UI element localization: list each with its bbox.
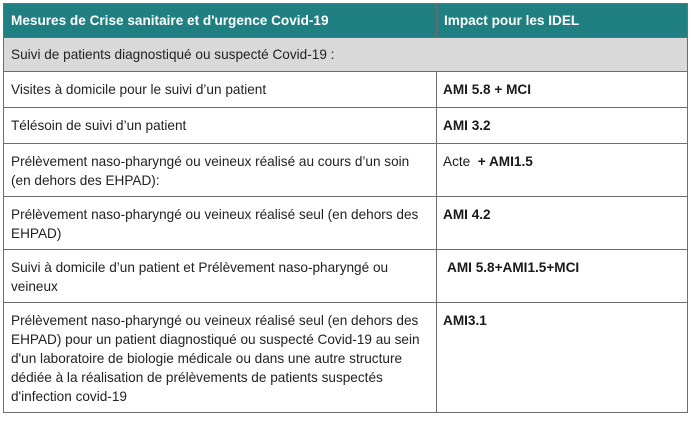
measure-cell: Visites à domicile pour le suivi d’un patient — [4, 72, 437, 108]
impact-cell: AMI 5.8 + MCI — [437, 72, 688, 108]
table-row — [4, 197, 688, 250]
measure-cell: Suivi à domicile d’un patient et Prélèvement naso-pharyngé ou veineux — [4, 250, 437, 303]
table-row — [4, 303, 688, 413]
impact-plain-text: Acte — [443, 154, 471, 169]
measure-cell: Prélèvement naso-pharyngé ou veineux réalisé seul (en dehors des EHPAD) pour un patient diagnostiqué ou suspecté Covid-19 au sein d'un laboratoire de biologie médicale ou dans une autre structure dédiée à la réalisation de prélèvements de patients suspectés d'infection covid-19 — [4, 303, 437, 413]
measure-cell: Prélèvement naso-pharyngé ou veineux réalisé au cours d’un soin (en dehors des EHPAD): — [4, 144, 437, 197]
table-row — [4, 250, 688, 303]
impact-cell — [437, 144, 688, 197]
section-row — [4, 38, 688, 72]
impact-cell: AMI 3.2 — [437, 108, 688, 144]
measure-cell: Prélèvement naso-pharyngé ou veineux réalisé seul (en dehors des EHPAD) — [4, 197, 437, 250]
table-row — [4, 108, 688, 144]
impact-cell: AMI 4.2 — [437, 197, 688, 250]
impact-cell: AMI3.1 — [437, 303, 688, 413]
table-header-row — [4, 4, 688, 38]
impact-bold-text: + AMI1.5 — [477, 154, 533, 169]
table-row — [4, 144, 688, 197]
measure-cell: Télésoin de suivi d’un patient — [4, 108, 437, 144]
header-impact: Impact pour les IDEL — [437, 4, 688, 38]
covid-measures-table — [3, 3, 688, 413]
impact-cell: AMI 5.8+AMI1.5+MCI — [437, 250, 688, 303]
table-row — [4, 72, 688, 108]
header-measures: Mesures de Crise sanitaire et d'urgence Covid-19 — [4, 4, 437, 38]
section-label: Suivi de patients diagnostiqué ou suspecté Covid-19 : — [4, 38, 688, 72]
